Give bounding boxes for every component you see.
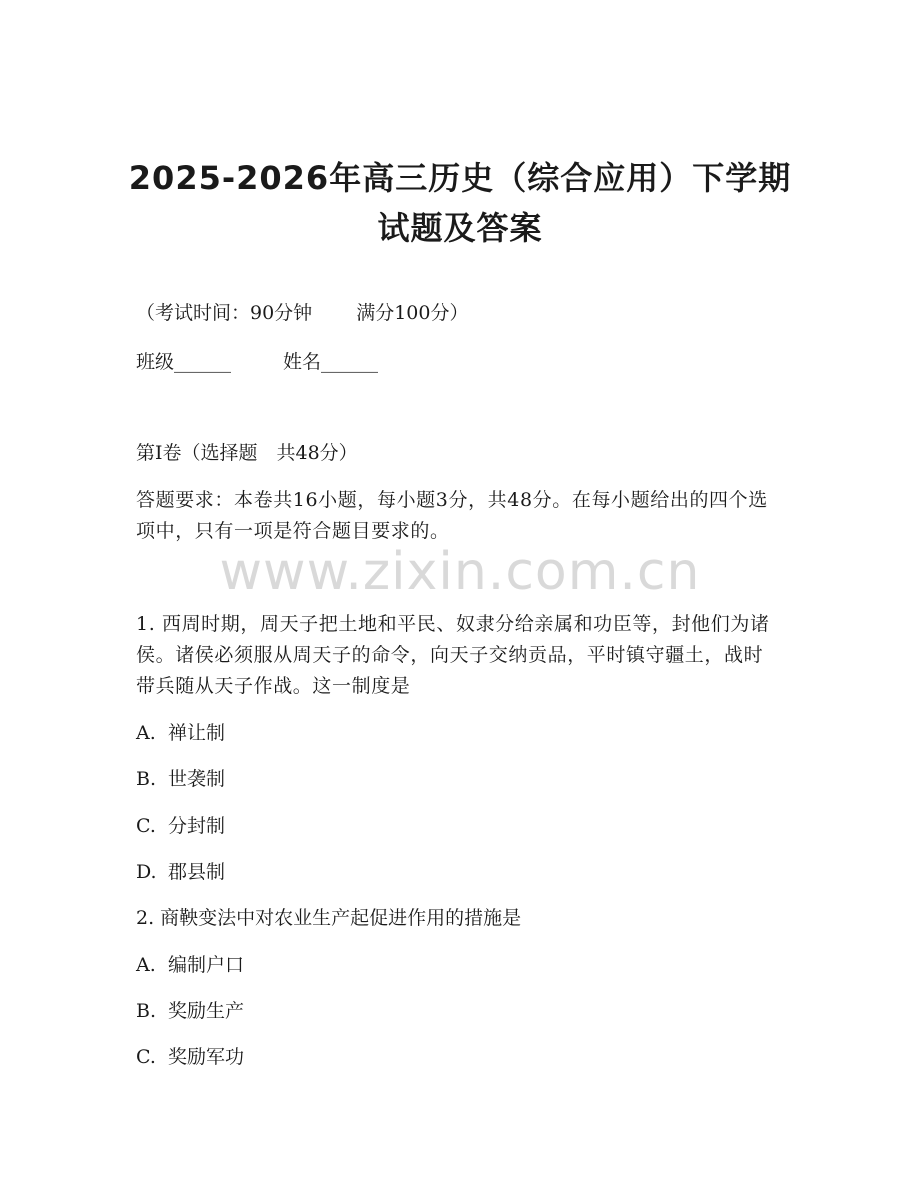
section-instructions: 答题要求：本卷共16小题，每小题3分，共48分。在每小题给出的四个选项中，只有一项是符合题目要求的。 [136,489,768,542]
question-2-option-b [136,996,244,1026]
option-text: 奖励军功 [168,1046,245,1068]
watermark-text: www.zixin.com.cn [219,542,701,602]
class-field: 班级______ [136,351,232,373]
question-2-stem: 2. 商鞅变法中对农业生产起促进作用的措施是 [136,907,522,929]
option-text: 世袭制 [168,768,226,790]
option-label: C. [136,815,156,837]
question-1-option-c [136,811,225,841]
option-label: C. [136,1046,156,1068]
option-text: 编制户口 [168,954,245,976]
question-2-option-c [136,1042,244,1072]
option-label: A. [136,954,156,976]
option-label: B. [136,768,157,790]
exam-info [136,298,468,328]
option-label: D. [136,861,157,883]
option-text: 郡县制 [168,861,226,883]
question-1-option-b [136,764,225,794]
option-text: 分封制 [168,815,226,837]
question-1-option-a [136,718,225,748]
exam-time: （考试时间：90分钟 [136,302,313,324]
student-info [136,347,378,377]
document-title-line-1: 2025-2026年高三历史（综合应用）下学期 [128,159,792,197]
option-label: B. [136,1000,157,1022]
option-text: 禅让制 [168,722,226,744]
option-label: A. [136,722,156,744]
question-2-option-a [136,950,244,980]
exam-score: 满分100分） [356,302,469,324]
option-text: 奖励生产 [168,1000,245,1022]
name-field: 姓名______ [283,351,379,373]
question-1-option-d [136,857,225,887]
document-title-line-2: 试题及答案 [377,209,543,247]
question-1-stem: 1. 西周时期，周天子把土地和平民、奴隶分给亲属和功臣等，封他们为诸侯。诸侯必须服从周天子的命令，向天子交纳贡品，平时镇守疆土，战时带兵随从天子作战。这一制度是 [136,613,770,697]
section-heading: 第Ⅰ卷（选择题 共48分） [136,442,358,464]
